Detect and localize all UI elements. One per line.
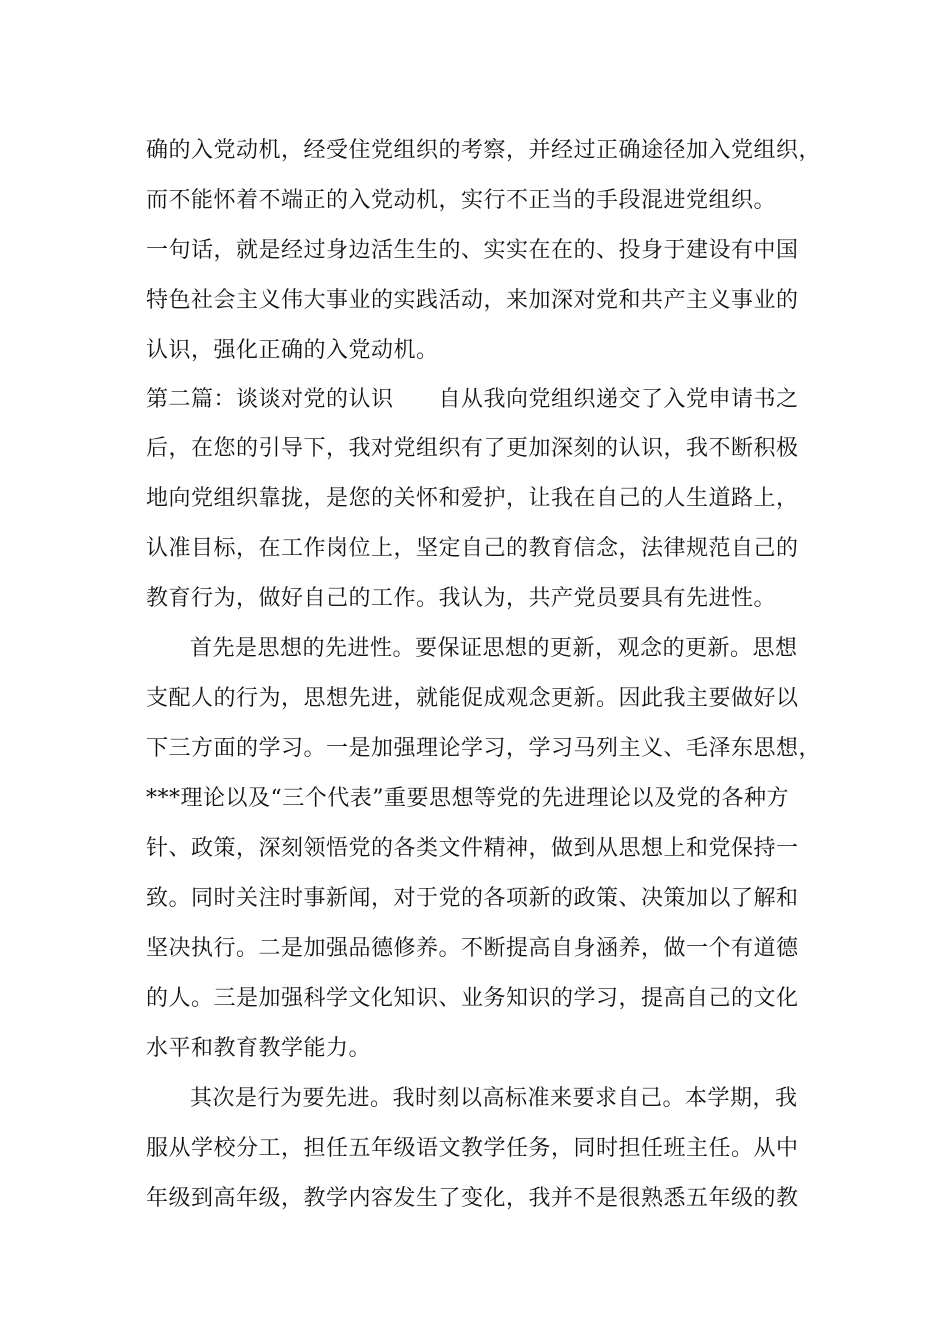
text-line: 坚决执行。二是加强品德修养。不断提高自身涵养，做一个有道德 [146, 936, 799, 961]
text-line: 下三方面的学习。一是加强理论学习，学习马列主义、毛泽东思想， [146, 736, 822, 761]
text-line: 地向党组织靠拢，是您的关怀和爱护，让我在自己的人生道路上， [146, 486, 799, 511]
text-line: 致。同时关注时事新闻，对于党的各项新的政策、决策加以了解和 [146, 886, 799, 911]
text-line: 特色社会主义伟大事业的实践活动，来加深对党和共产主义事业的 [146, 288, 799, 313]
text-line: 一句话，就是经过身边活生生的、实实在在的、投身于建设有中国 [146, 238, 799, 263]
text-line: 认识，强化正确的入党动机。 [146, 338, 439, 363]
text-line: 后，在您的引导下，我对党组织有了更加深刻的认识，我不断积极 [146, 436, 799, 461]
paragraph-first-line: 首先是思想的先进性。要保证思想的更新，观念的更新。思想 [190, 636, 798, 661]
text-line: 年级到高年级，教学内容发生了变化，我并不是很熟悉五年级的教 [146, 1186, 799, 1211]
text-line: 认准目标，在工作岗位上，坚定自己的教育信念，法律规范自己的 [146, 536, 799, 561]
text-line: 服从学校分工，担任五年级语文教学任务，同时担任班主任。从中 [146, 1136, 799, 1161]
text-line: ***理论以及“三个代表”重要思想等党的先进理论以及党的各种方 [146, 786, 789, 811]
section-heading-line: 第二篇：谈谈对党的认识 自从我向党组织递交了入党申请书之 [146, 387, 799, 412]
text-line: 确的入党动机，经受住党组织的考察，并经过正确途径加入党组织， [146, 138, 822, 163]
text-line: 水平和教育教学能力。 [146, 1036, 372, 1061]
text-line: 而不能怀着不端正的入党动机，实行不正当的手段混进党组织。 [146, 188, 777, 213]
paragraph-first-line: 其次是行为要先进。我时刻以高标准来要求自己。本学期，我 [190, 1086, 798, 1111]
text-line: 教育行为，做好自己的工作。我认为，共产党员要具有先进性。 [146, 586, 777, 611]
text-line: 针、政策，深刻领悟党的各类文件精神，做到从思想上和党保持一 [146, 836, 799, 861]
text-line: 的人。三是加强科学文化知识、业务知识的学习，提高自己的文化 [146, 986, 799, 1011]
text-line: 支配人的行为，思想先进，就能促成观念更新。因此我主要做好以 [146, 686, 799, 711]
